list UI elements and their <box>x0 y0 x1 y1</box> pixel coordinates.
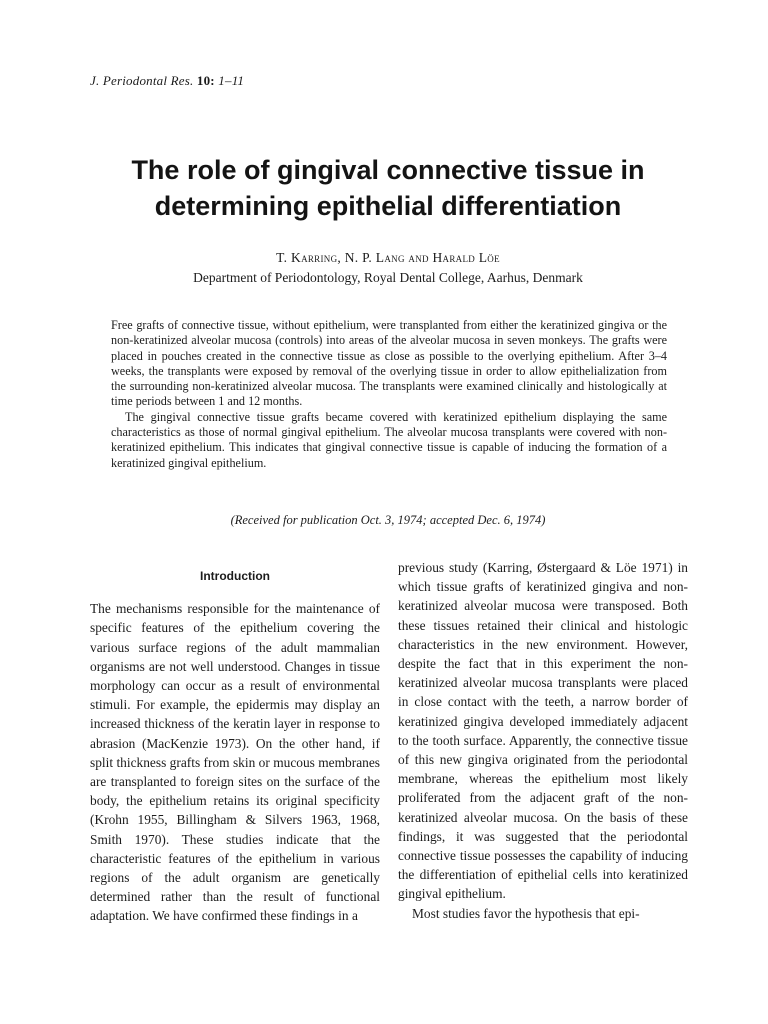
author-name-2: Lang and Harald <box>375 250 476 265</box>
body-column-left <box>90 558 380 926</box>
received-dates: (Received for publication Oct. 3, 1974; accepted Dec. 6, 1974) <box>230 513 546 527</box>
author-initials-1: T. <box>276 250 292 265</box>
body-column-right <box>398 558 688 923</box>
section-heading-introduction: Introduction <box>200 569 270 583</box>
journal-reference <box>90 73 244 89</box>
author-initials-2: , N. P. <box>337 250 376 265</box>
abstract-paragraph-1: Free grafts of connective tissue, without epithelium, were transplanted from either the keratinized gingiva or the non-keratinized alveolar mucosa (controls) into areas of the alveolar mucosa in seven monkeys. The grafts were placed in pouches created in the connective tissue as close as possible to the overlying epithelium. After 3–4 weeks, the transplants were exposed by removal of the overlying tissue in order to allow epithelialization from the surrounding non-keratinized alveolar mucosa. The transplants were examined clinically and histologically at time periods between 1 and 12 months. <box>111 318 667 409</box>
abstract <box>111 318 667 471</box>
journal-pages: 1–11 <box>218 73 245 88</box>
author-name-1: Karring <box>291 250 338 265</box>
abstract-paragraph-2: The gingival connective tissue grafts became covered with keratinized epithelium displaying the same characteristics as those of normal gingival epithelium. The alveolar mucosa transplants were covered with non-keratinized epithelium. This indicates that gingival connective tissue is capable of inducing the formation of a keratinized gingival epithelium. <box>111 409 667 470</box>
journal-volume: 10: <box>196 73 215 88</box>
body-paragraph: The mechanisms responsible for the maintenance of specific features of the epithelium covering the various surface regions of the adult mammalian organisms are not well understood. Changes in tissue morphology can occur as a result of environmental stimuli. For example, the epidermis may display an increased thickness of the keratin layer in response to abrasion (MacKenzie 1973). On the other hand, if split thickness grafts from skin or mucous membranes are transplanted to foreign sites on the surface of the body, the epithelium retains its original specificity (Krohn 1955, Billingham & Silvers 1963, 1968, Smith 1970). These studies indicate that the characteristic features of the epithelium in various regions of the adult organism are genetically determined rather than the result of functional adaptation. We have confirmed these findings in a <box>90 601 380 924</box>
body-paragraph: Most studies favor the hypothesis that epi- <box>412 905 640 921</box>
author-name-3: Löe <box>475 250 500 265</box>
journal-name: J. Periodontal Res. <box>90 73 194 88</box>
article-title: The role of gingival connective tissue in determining epithelial differentiation <box>131 155 645 221</box>
author-affiliation: Department of Periodontology, Royal Dental College, Aarhus, Denmark <box>193 270 583 285</box>
author-list <box>60 250 716 266</box>
body-paragraph: previous study (Karring, Østergaard & Löe 1971) in which tissue grafts of keratinized gingiva and non-keratinized alveolar mucosa were transposed. Both these tissues retained their clinical and histologic characteristics in the new environment. However, despite the fact that in this experiment the non-keratinized alveolar mucosa transplants were placed in close contact with the teeth, a narrow border of keratinized gingiva developed immediately adjacent to the tooth surface. Apparently, the connective tissue of this new gingiva originated from the periodontal membrane, whereas the epithelium most likely proliferated from the adjacent graft of the non-keratinized alveolar mucosa. On the basis of these findings, it was suggested that the periodontal connective tissue possesses the capability of inducing the differentiation of epithelial cells into keratinized gingival epithelium. <box>398 560 688 902</box>
